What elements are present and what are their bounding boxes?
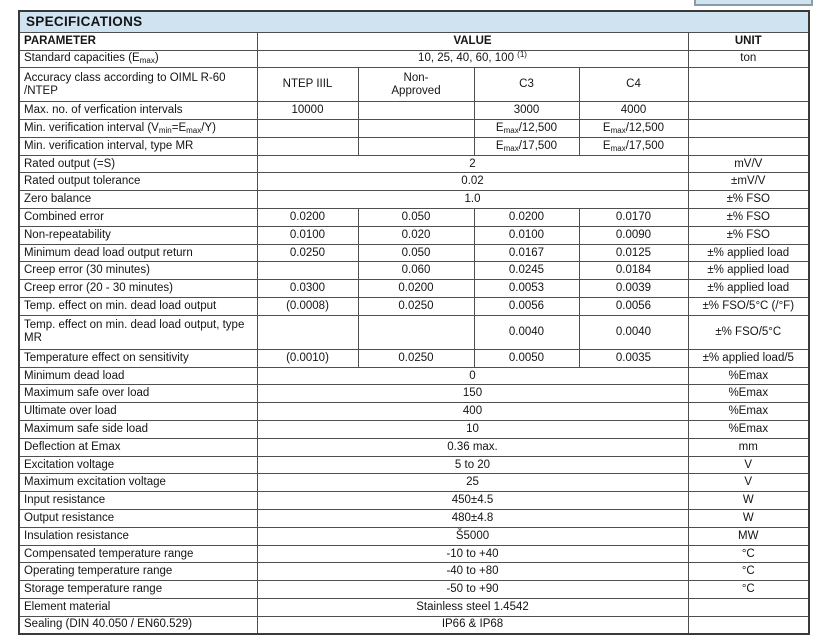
unit-cell: %Emax	[688, 385, 809, 403]
unit-cell: ±% FSO	[688, 209, 809, 227]
parameter-cell: Maximum safe side load	[19, 421, 257, 439]
value-cell: 0.0250	[358, 298, 474, 316]
value-cell	[257, 137, 358, 155]
unit-cell: W	[688, 510, 809, 528]
unit-cell: V	[688, 456, 809, 474]
value-cell: 0.0040	[579, 315, 688, 349]
value-cell	[358, 102, 474, 120]
value-cell: 0.0170	[579, 209, 688, 227]
value-cell: 0.0200	[474, 209, 579, 227]
spec-row	[19, 385, 809, 403]
parameter-cell: Minimum dead load	[19, 367, 257, 385]
unit-cell	[688, 102, 809, 120]
value-cell: -10 to +40	[257, 545, 688, 563]
unit-cell: %Emax	[688, 403, 809, 421]
value-cell	[358, 137, 474, 155]
parameter-cell: Temperature effect on sensitivity	[19, 349, 257, 367]
spec-row	[19, 492, 809, 510]
value-cell: 4000	[579, 102, 688, 120]
table-title: SPECIFICATIONS	[19, 11, 809, 32]
value-cell: C3	[474, 68, 579, 102]
value-cell: 0.0200	[257, 209, 358, 227]
value-cell: 0.050	[358, 244, 474, 262]
value-cell: 0.050	[358, 209, 474, 227]
value-cell: (0.0008)	[257, 298, 358, 316]
unit-cell	[688, 68, 809, 102]
value-cell: $E_{max}/12,500$	[474, 120, 579, 138]
parameter-cell: Max. no. of verfication intervals	[19, 102, 257, 120]
value-cell: 0.0184	[579, 262, 688, 280]
value-cell: 0.0245	[474, 262, 579, 280]
value-cell: 0.0250	[257, 244, 358, 262]
parameter-cell: Element material	[19, 599, 257, 617]
parameter-cell: Rated output tolerance	[19, 173, 257, 191]
value-cell: 0.0125	[579, 244, 688, 262]
value-cell: 0.0250	[358, 349, 474, 367]
spec-row	[19, 367, 809, 385]
unit-cell: MW	[688, 527, 809, 545]
value-cell: 0	[257, 367, 688, 385]
value-cell: 0.0100	[257, 226, 358, 244]
parameter-cell: Minimum dead load output return	[19, 244, 257, 262]
value-cell: 3000	[474, 102, 579, 120]
spec-row	[19, 403, 809, 421]
parameter-cell: Temp. effect on min. dead load output, type MR	[19, 315, 257, 349]
table-title-row	[19, 11, 809, 32]
spec-row	[19, 545, 809, 563]
value-cell: 0.0053	[474, 280, 579, 298]
parameter-cell: Excitation voltage	[19, 456, 257, 474]
parameter-cell: Compensated temperature range	[19, 545, 257, 563]
value-cell: 480±4.8	[257, 510, 688, 528]
parameter-cell: Non-repeatability	[19, 226, 257, 244]
spec-row	[19, 421, 809, 439]
unit-cell: ±% FSO	[688, 191, 809, 209]
parameter-cell: Accuracy class according to OIML R-60 /NTEP	[19, 68, 257, 102]
unit-cell: °C	[688, 563, 809, 581]
spec-row	[19, 226, 809, 244]
parameter-cell: Rated output (=S)	[19, 155, 257, 173]
value-cell: 0.0056	[474, 298, 579, 316]
unit-cell: %Emax	[688, 367, 809, 385]
value-cell: 400	[257, 403, 688, 421]
value-cell: 0.0100	[474, 226, 579, 244]
spec-row	[19, 68, 809, 102]
spec-row	[19, 563, 809, 581]
parameter-cell: Standard capacities $(E_{max})$	[19, 50, 257, 68]
value-cell: $E_{max}/17,500$	[579, 137, 688, 155]
value-cell: 0.0035	[579, 349, 688, 367]
value-cell	[257, 120, 358, 138]
spec-row	[19, 510, 809, 528]
unit-cell: W	[688, 492, 809, 510]
parameter-cell: Zero balance	[19, 191, 257, 209]
parameter-cell: Maximum excitation voltage	[19, 474, 257, 492]
value-cell: 0.060	[358, 262, 474, 280]
unit-cell: ±% FSO/5°C (/°F)	[688, 298, 809, 316]
spec-row	[19, 209, 809, 227]
value-cell: 0.0040	[474, 315, 579, 349]
parameter-cell: Ultimate over load	[19, 403, 257, 421]
unit-cell: mV/V	[688, 155, 809, 173]
spec-row	[19, 50, 809, 68]
value-cell: $E_{max}/12,500$	[579, 120, 688, 138]
header-unit: UNIT	[688, 32, 809, 50]
spec-row	[19, 120, 809, 138]
value-cell: 25	[257, 474, 688, 492]
spec-row	[19, 438, 809, 456]
parameter-cell: Output resistance	[19, 510, 257, 528]
value-cell: 10, 25, 40, 60, 100 $^{(1)}$	[257, 50, 688, 68]
parameter-cell: Min. verification interval, type MR	[19, 137, 257, 155]
unit-cell: ±% FSO/5°C	[688, 315, 809, 349]
unit-cell: °C	[688, 545, 809, 563]
value-cell: 0.0050	[474, 349, 579, 367]
header-parameter: PARAMETER	[19, 32, 257, 50]
unit-cell	[688, 120, 809, 138]
value-cell: 450±4.5	[257, 492, 688, 510]
parameter-cell: Storage temperature range	[19, 581, 257, 599]
parameter-cell: Temp. effect on min. dead load output	[19, 298, 257, 316]
unit-cell: ±% applied load	[688, 262, 809, 280]
spec-row	[19, 173, 809, 191]
value-cell: 0.0200	[358, 280, 474, 298]
value-cell: 0.0039	[579, 280, 688, 298]
value-cell	[358, 315, 474, 349]
value-cell: Stainless steel 1.4542	[257, 599, 688, 617]
value-cell: 0.0300	[257, 280, 358, 298]
spec-row	[19, 616, 809, 634]
value-cell: 0.0090	[579, 226, 688, 244]
value-cell: (0.0010)	[257, 349, 358, 367]
parameter-cell: Deflection at Emax	[19, 438, 257, 456]
spec-row	[19, 280, 809, 298]
value-cell: 10	[257, 421, 688, 439]
spec-row	[19, 527, 809, 545]
spec-row	[19, 599, 809, 617]
value-cell: C4	[579, 68, 688, 102]
unit-cell	[688, 616, 809, 634]
spec-row	[19, 244, 809, 262]
parameter-cell: Input resistance	[19, 492, 257, 510]
parameter-cell: Combined error	[19, 209, 257, 227]
value-cell: 150	[257, 385, 688, 403]
value-cell	[358, 120, 474, 138]
value-cell: -40 to +80	[257, 563, 688, 581]
unit-cell: ±% applied load	[688, 280, 809, 298]
value-cell: Š5000	[257, 527, 688, 545]
unit-cell: %Emax	[688, 421, 809, 439]
value-cell: IP66 & IP68	[257, 616, 688, 634]
parameter-cell: Sealing (DIN 40.050 / EN60.529)	[19, 616, 257, 634]
unit-cell: ±% FSO	[688, 226, 809, 244]
unit-cell	[688, 137, 809, 155]
value-cell: 0.0167	[474, 244, 579, 262]
spec-row	[19, 191, 809, 209]
table-header-row	[19, 32, 809, 50]
spec-row	[19, 298, 809, 316]
specifications-table	[18, 10, 810, 635]
partial-panel	[694, 0, 813, 6]
unit-cell: ±% applied load/5	[688, 349, 809, 367]
spec-row	[19, 315, 809, 349]
unit-cell: V	[688, 474, 809, 492]
value-cell: 1.0	[257, 191, 688, 209]
unit-cell	[688, 599, 809, 617]
value-cell: $E_{max}/17,500$	[474, 137, 579, 155]
parameter-cell: Creep error (20 - 30 minutes)	[19, 280, 257, 298]
value-cell: 10000	[257, 102, 358, 120]
value-cell	[257, 315, 358, 349]
unit-cell: mm	[688, 438, 809, 456]
spec-row	[19, 581, 809, 599]
header-value: VALUE	[257, 32, 688, 50]
spec-row	[19, 262, 809, 280]
value-cell: Non- Approved	[358, 68, 474, 102]
parameter-cell: Maximum safe over load	[19, 385, 257, 403]
parameter-cell: Operating temperature range	[19, 563, 257, 581]
spec-row	[19, 155, 809, 173]
value-cell: -50 to +90	[257, 581, 688, 599]
spec-row	[19, 102, 809, 120]
value-cell	[257, 262, 358, 280]
unit-cell: °C	[688, 581, 809, 599]
parameter-cell: Insulation resistance	[19, 527, 257, 545]
parameter-cell: Creep error (30 minutes)	[19, 262, 257, 280]
spec-row	[19, 137, 809, 155]
spec-row	[19, 349, 809, 367]
unit-cell: ton	[688, 50, 809, 68]
spec-row	[19, 456, 809, 474]
value-cell: 0.0056	[579, 298, 688, 316]
value-cell: 5 to 20	[257, 456, 688, 474]
value-cell: 0.020	[358, 226, 474, 244]
unit-cell: ±mV/V	[688, 173, 809, 191]
value-cell: 0.02	[257, 173, 688, 191]
parameter-cell: Min. verification interval $(V_{min}=E_{max}/Y)$	[19, 120, 257, 138]
unit-cell: ±% applied load	[688, 244, 809, 262]
value-cell: 2	[257, 155, 688, 173]
spec-row	[19, 474, 809, 492]
value-cell: 0.36 max.	[257, 438, 688, 456]
value-cell: NTEP IIIL	[257, 68, 358, 102]
